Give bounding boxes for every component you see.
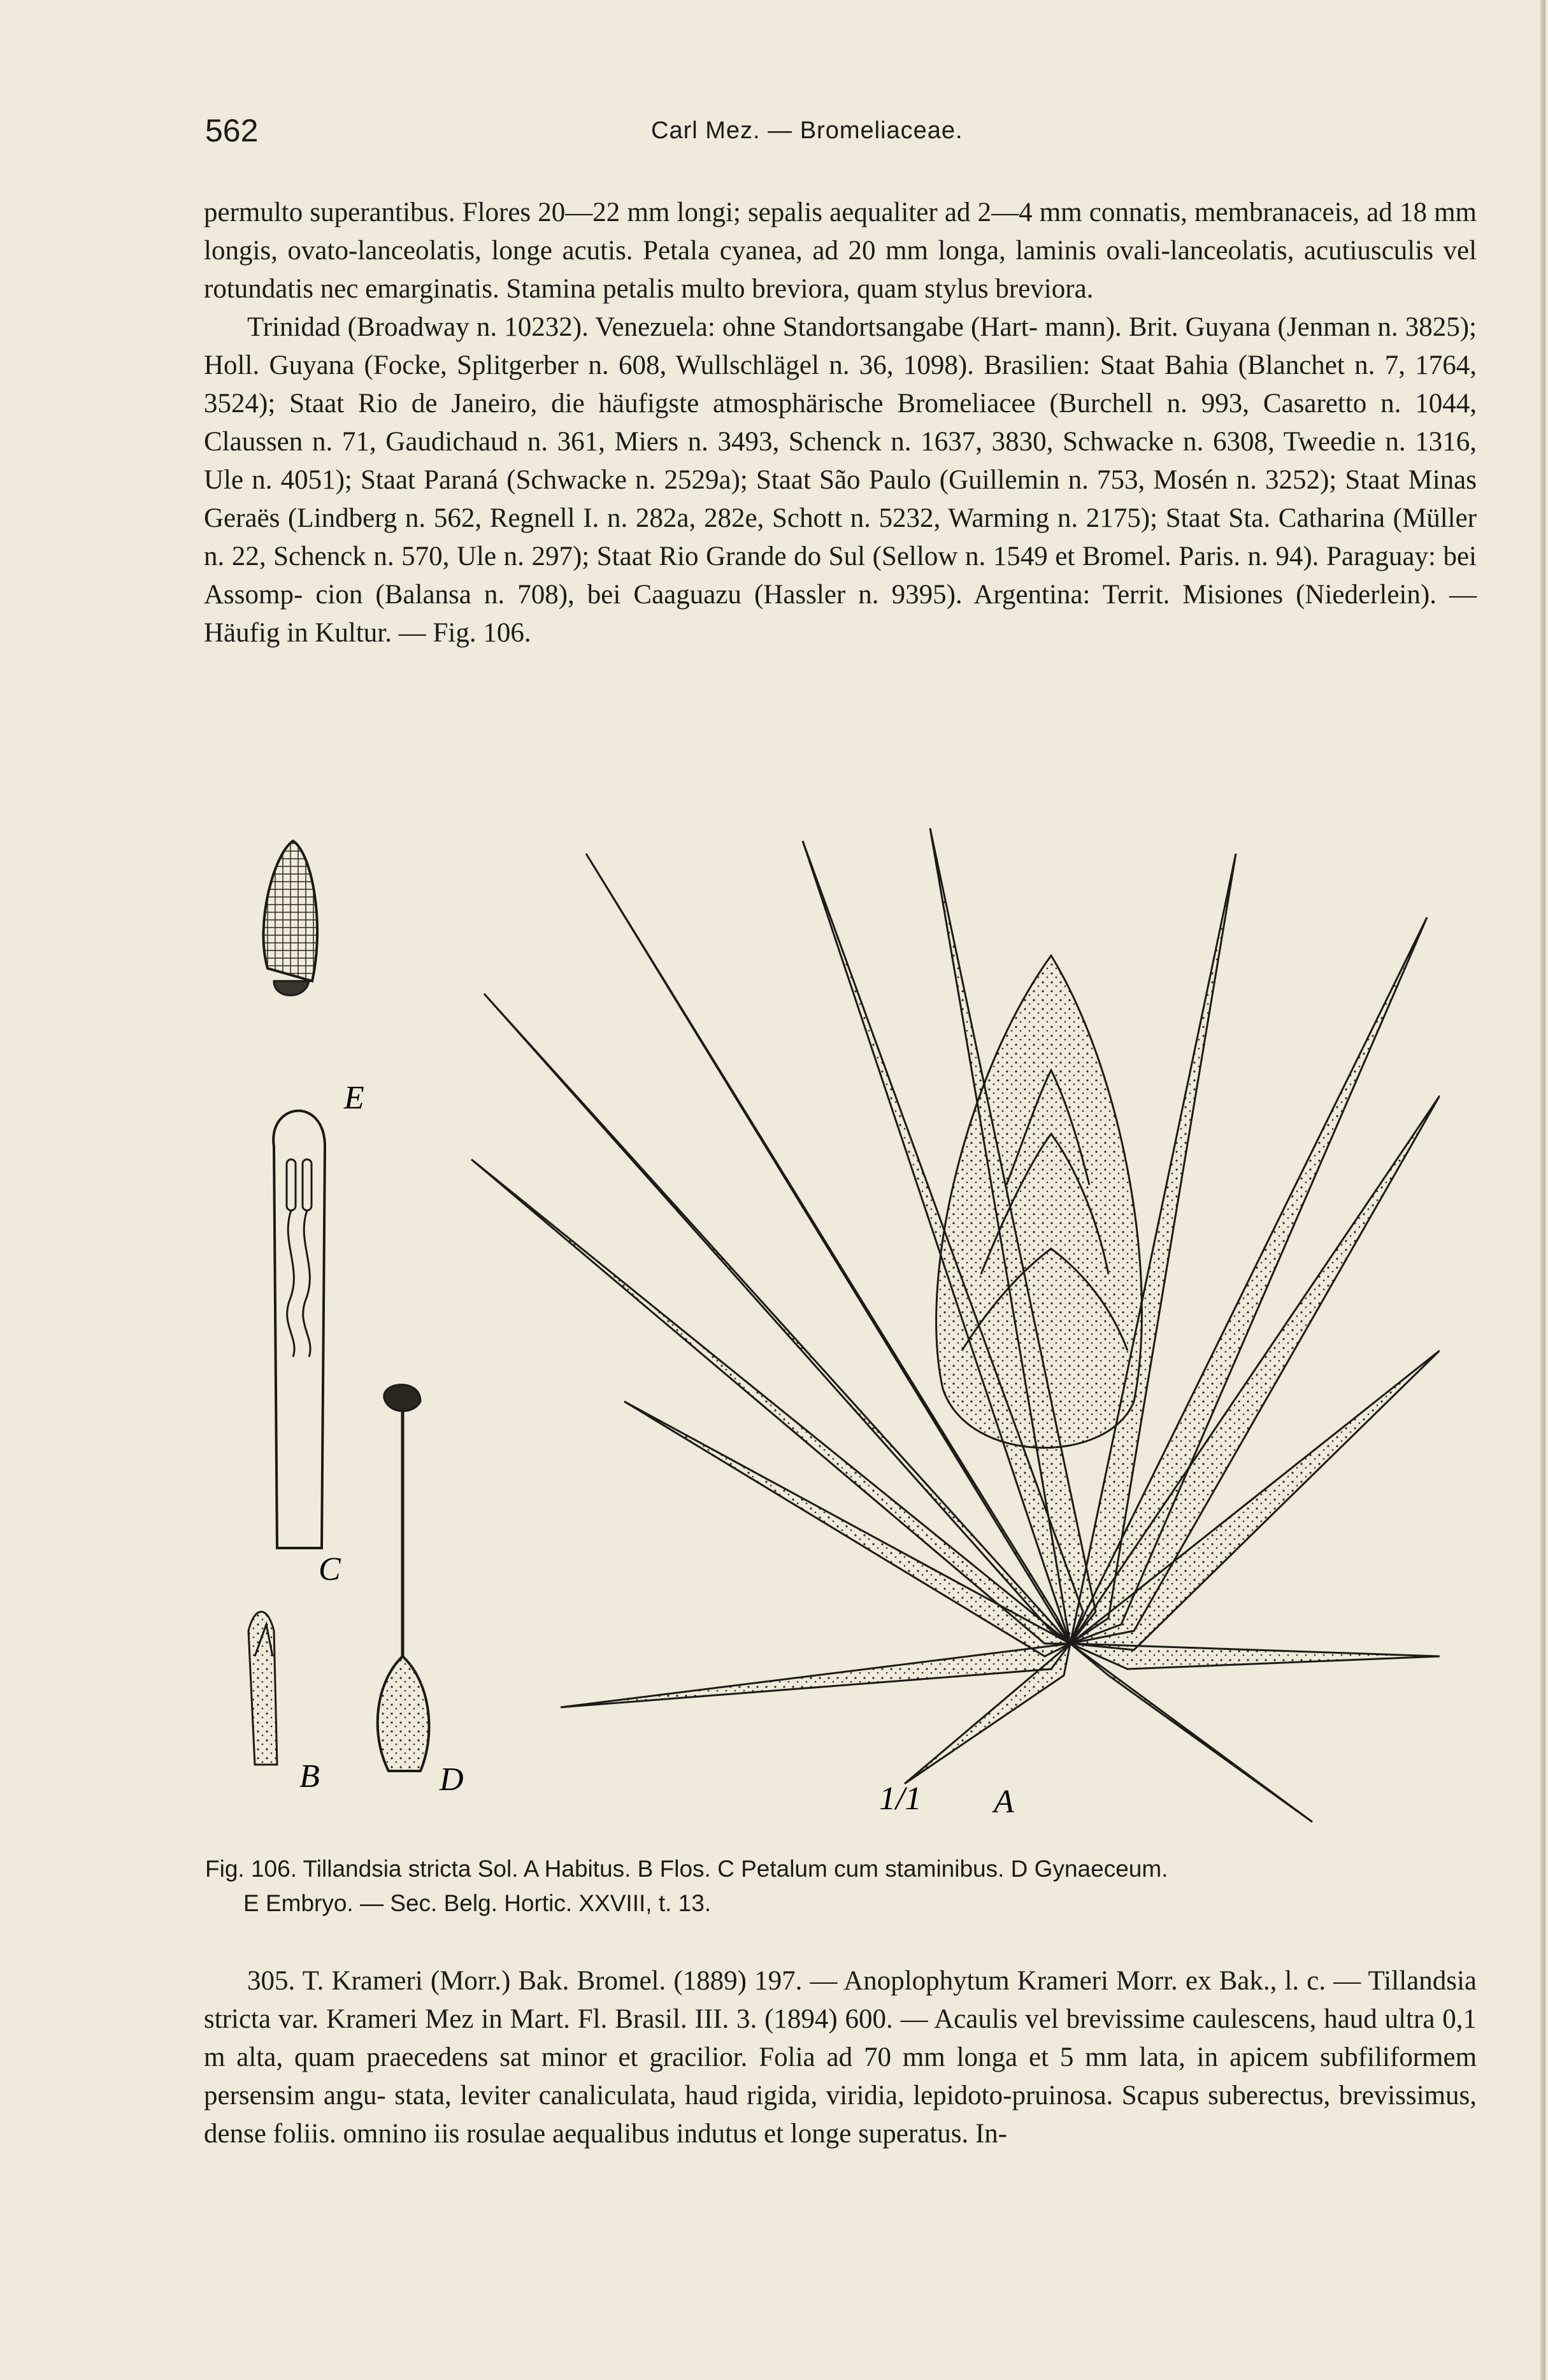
text-line: ex Bak., l. c. — Tillandsia stricta var. Krameri Mez in Mart. Fl. Brasil. III. 3. (1894) 600. — (204, 1966, 1477, 2034)
gynaeceum-drawing (378, 1385, 429, 1771)
page-edge-shadow (1540, 0, 1545, 2380)
text-line: membranaceis, ad 18 mm longis, ovato-lanceolatis, longe acutis. Petala cyanea, ad 20 mm (204, 197, 1477, 266)
figure-label-a: A (994, 1784, 1014, 1820)
embryo-drawing (264, 841, 318, 996)
text-line: longa, laminis ovali-lanceolatis, acutiusculis vel rotundatis nec emarginatis. Stamina (204, 236, 1477, 304)
plant-illustration (229, 828, 1440, 1854)
figure-label-d: D (440, 1761, 464, 1798)
figure-label-e: E (344, 1080, 364, 1116)
text-line: permulto superantibus. Flores 20—22 mm longi; sepalis aequaliter ad 2—4 mm connatis, (204, 197, 1187, 227)
text-line: Acaulis vel brevissime caulescens, haud ultra 0,1 m alta, quam praecedens sat minor et (204, 2004, 1477, 2072)
caption-line-2: E Embryo. — Sec. Belg. Hortic. XXVIII, t. 13. (243, 1890, 712, 1916)
text-line: Rio Grande do Sul (Sellow n. 1549 et Bromel. Paris. n. 94). Paraguay: bei Assomp- (204, 541, 1477, 610)
page-header (205, 112, 1288, 157)
text-line: brevissimus, dense foliis. omnino iis rosulae aequalibus indutus et longe superatus. In- (204, 2081, 1477, 2149)
text-line: mann). Brit. Guyana (Jenman n. 3825); Holl. Guyana (Focke, Splitgerber (204, 312, 1477, 380)
body-text-bottom (204, 1962, 1477, 2153)
text-line: n. 1637, 3830, Schwacke n. 6308, Tweedie n. 1316, Ule n. 4051); Staat Paraná (204, 427, 1477, 495)
page-number: 562 (205, 113, 259, 148)
text-line: 3524); Staat Rio de Janeiro, die häufigste atmosphärische Bromeliacee (Burchell n. 993, (204, 389, 1250, 419)
figure-label-c: C (319, 1551, 341, 1588)
botanical-figure (229, 828, 1440, 1854)
figure-label-scale: 1/1 (879, 1781, 922, 1817)
text-line: Trinidad (Broadway n. 10232). Venezuela: ohne Standortsangabe (Hart- (247, 312, 1038, 342)
text-line: stata, leviter canaliculata, haud rigida, viridia, lepidoto-pruinosa. Scapus suberectus, (394, 2081, 1331, 2111)
text-line: gracilior. Folia ad 70 mm longa et 5 mm lata, in apicem subfiliformem persensim angu- (204, 2042, 1477, 2111)
plant-habitus-drawing (471, 828, 1440, 1822)
paragraph-distribution (204, 308, 1477, 652)
petal-drawing (273, 1111, 325, 1548)
body-text-top (204, 194, 1477, 652)
text-line: n. 2175); Staat Sta. Catharina (Müller n. 22, Schenck n. 570, Ule n. 297); Staat (204, 503, 1477, 571)
text-line: 305. T. Krameri (Morr.) Bak. Bromel. (1889) 197. — Anoplophytum Krameri Morr. (247, 1966, 1178, 1996)
text-line: Casaretto n. 1044, Claussen n. 71, Gaudichaud n. 361, Miers n. 3493, Schenck (204, 389, 1477, 457)
caption-line-1: Fig. 106. Tillandsia stricta Sol. A Habitus. B Flos. C Petalum cum staminibus. D Gynaeceum. (205, 1856, 1168, 1882)
paragraph-species-305 (204, 1962, 1477, 2153)
running-head: Carl Mez. — Bromeliaceae. (651, 117, 963, 144)
figure-caption (205, 1852, 1473, 1921)
text-line: petalis multo breviora, quam stylus breviora. (603, 274, 1094, 304)
flower-drawing (248, 1612, 277, 1765)
text-line: (Niederlein). — Häufig in Kultur. — Fig. 106. (204, 580, 1477, 648)
paragraph-description (204, 194, 1477, 308)
text-line: cion (Balansa n. 708), bei Caaguazu (Hassler n. 9395). Argentina: Territ. Misiones (315, 580, 1284, 610)
text-line: Minas Geraës (Lindberg n. 562, Regnell I. n. 282a, 282e, Schott n. 5232, Warming (204, 465, 1477, 533)
text-line: n. 608, Wullschlägel n. 36, 1098). Brasilien: Staat Bahia (Blanchet n. 7, 1764, (588, 350, 1477, 380)
text-line: (Schwacke n. 2529a); Staat São Paulo (Guillemin n. 753, Mosén n. 3252); Staat (506, 465, 1400, 495)
figure-label-b: B (299, 1758, 320, 1795)
